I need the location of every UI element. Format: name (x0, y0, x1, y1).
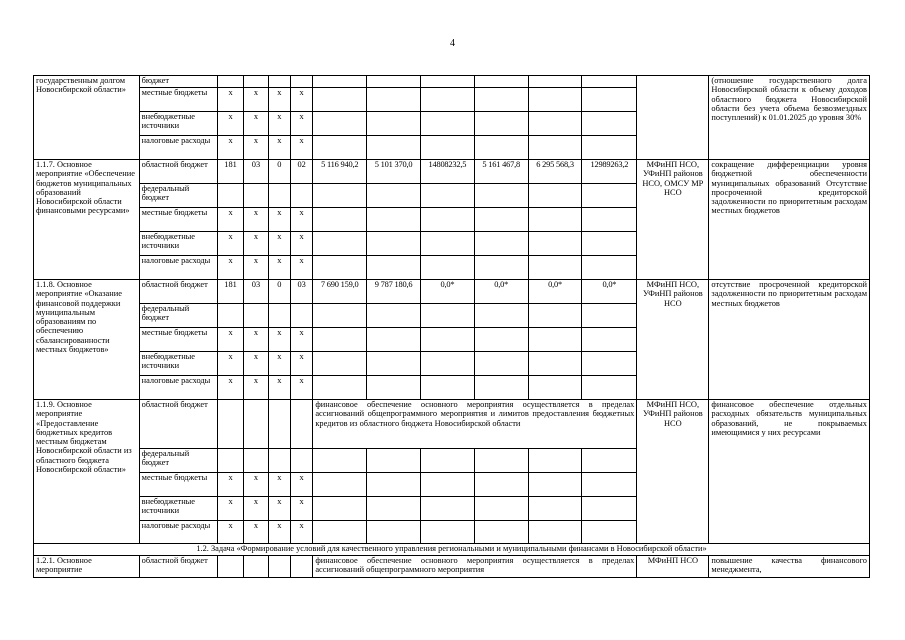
source-label: областной бюджет (139, 556, 217, 578)
source-label: внебюджетные источники (139, 232, 217, 256)
expected-result: отсутствие просроченной кредиторской задолженности по приоритетным расходам местных бюджетов (709, 280, 870, 400)
source-label: местные бюджеты (139, 328, 217, 352)
table-row: местные бюджеты х х х х (34, 208, 870, 232)
table-row (34, 556, 870, 578)
table-row: местные бюджеты х х х х (34, 473, 870, 497)
source-label: налоговые расходы (139, 136, 217, 160)
source-label: областной бюджет (139, 400, 217, 449)
source-label: налоговые расходы (139, 256, 217, 280)
table-row: местные бюджеты х х х х (34, 328, 870, 352)
table-row: внебюджетные источники х х х х (34, 112, 870, 136)
table-row: налоговые расходы х х х х (34, 136, 870, 160)
table-row: внебюджетные источники х х х х (34, 497, 870, 521)
source-label: областной бюджет (139, 160, 217, 184)
source-label: федеральный бюджет (139, 184, 217, 208)
activity-name: государственным долгом Новосибирской области» (34, 76, 140, 160)
task-heading: 1.2. Задача «Формирование условий для качественного управления региональными и муниципальными финансами в Новосибирской области» (34, 544, 870, 556)
source-label: федеральный бюджет (139, 449, 217, 473)
source-label: федеральный бюджет (139, 304, 217, 328)
program-activities-table (33, 75, 870, 578)
source-label: областной бюджет (139, 280, 217, 304)
table-row: налоговые расходы х х х х (34, 376, 870, 400)
executor: МФиНП НСО, УФиНП районов НСО, ОМСУ МР НСО (637, 160, 709, 280)
table-row (34, 544, 870, 556)
table-row: 1.1.7. Основное мероприятие «Обеспечение бюджетов муниципальных образований Новосибирской области финансовыми ресурсами» областной бюджет 181 03 0 02 5 116 940,2 5 101 370,0 14808232,5 5 161 467,8 6 295 568,3 12989263,2 МФиНП НСО, УФиНП районов НСО, ОМСУ МР НСО сокращение дифференциации уровня бюджетной обеспеченности муниципальных образований Отсутствие просроченной кредиторской задолженности по приоритетным расходам местных бюджетов (34, 160, 870, 184)
source-label: местные бюджеты (139, 208, 217, 232)
financing-note: финансовое обеспечение основного мероприятия осуществляется в пределах ассигнований общепрограммного мероприятия (313, 556, 637, 578)
expected-result: (отношение государственного долга Новосибирской области к объему доходов областного бюджета Новосибирской области без учета объема безвозмездных поступлений) к 01.01.2025 до уровня 30% (709, 76, 870, 160)
table-row: внебюджетные источники х х х х (34, 352, 870, 376)
executor: МФиНП НСО, УФиНП районов НСО (637, 280, 709, 400)
executor: МФиНП НСО, УФиНП районов НСО (637, 400, 709, 544)
table-row (34, 400, 870, 449)
table-row: местные бюджеты х х х х (34, 88, 870, 112)
table-row: внебюджетные источники х х х х (34, 232, 870, 256)
source-label: внебюджетные источники (139, 112, 217, 136)
activity-name: 1.1.9. Основное мероприятие «Предоставление бюджетных кредитов местным бюджетам Новосибирской области из областного бюджета Новосибирской области» (34, 400, 140, 544)
activity-name: 1.1.7. Основное мероприятие «Обеспечение бюджетов муниципальных образований Новосибирской области финансовыми ресурсами» (34, 160, 140, 280)
table-row: налоговые расходы х х х х (34, 256, 870, 280)
source-label: бюджет (139, 76, 217, 88)
source-label: местные бюджеты (139, 88, 217, 112)
table-row: налоговые расходы х х х х (34, 521, 870, 544)
expected-result: финансовое обеспечение отдельных расходных обязательств муниципальных образований, не покрываемых имеющимися у них ресурсами (709, 400, 870, 544)
activity-name: 1.1.8. Основное мероприятие «Оказание финансовой поддержки муниципальным образованиям по обеспечению сбалансированности местных бюджетов» (34, 280, 140, 400)
source-label: налоговые расходы (139, 376, 217, 400)
financing-note: финансовое обеспечение основного мероприятия осуществляется в пределах ассигнований общепрограммного мероприятия и лимитов предоставления бюджетных кредитов из областного бюджета Новосибирской области (313, 400, 637, 449)
activity-name: 1.2.1. Основное мероприятие (34, 556, 140, 578)
page-number: 4 (450, 38, 455, 49)
executor: МФиНП НСО (637, 556, 709, 578)
table-row: 1.1.8. Основное мероприятие «Оказание финансовой поддержки муниципальным образованиям по обеспечению сбалансированности местных бюджетов» областной бюджет 181 03 0 03 7 690 159,0 9 787 180,6 0,0* 0,0* 0,0* 0,0* МФиНП НСО, УФиНП районов НСО отсутствие просроченной кредиторской задолженности по приоритетным расходам местных бюджетов (34, 280, 870, 304)
expected-result: повышение качества финансового менеджмента, (709, 556, 870, 578)
source-label: налоговые расходы (139, 521, 217, 544)
source-label: внебюджетные источники (139, 497, 217, 521)
source-label: местные бюджеты (139, 473, 217, 497)
source-label: внебюджетные источники (139, 352, 217, 376)
table-row (34, 76, 870, 88)
expected-result: сокращение дифференциации уровня бюджетной обеспеченности муниципальных образований Отсутствие просроченной кредиторской задолженности по приоритетным расходам местных бюджетов (709, 160, 870, 280)
